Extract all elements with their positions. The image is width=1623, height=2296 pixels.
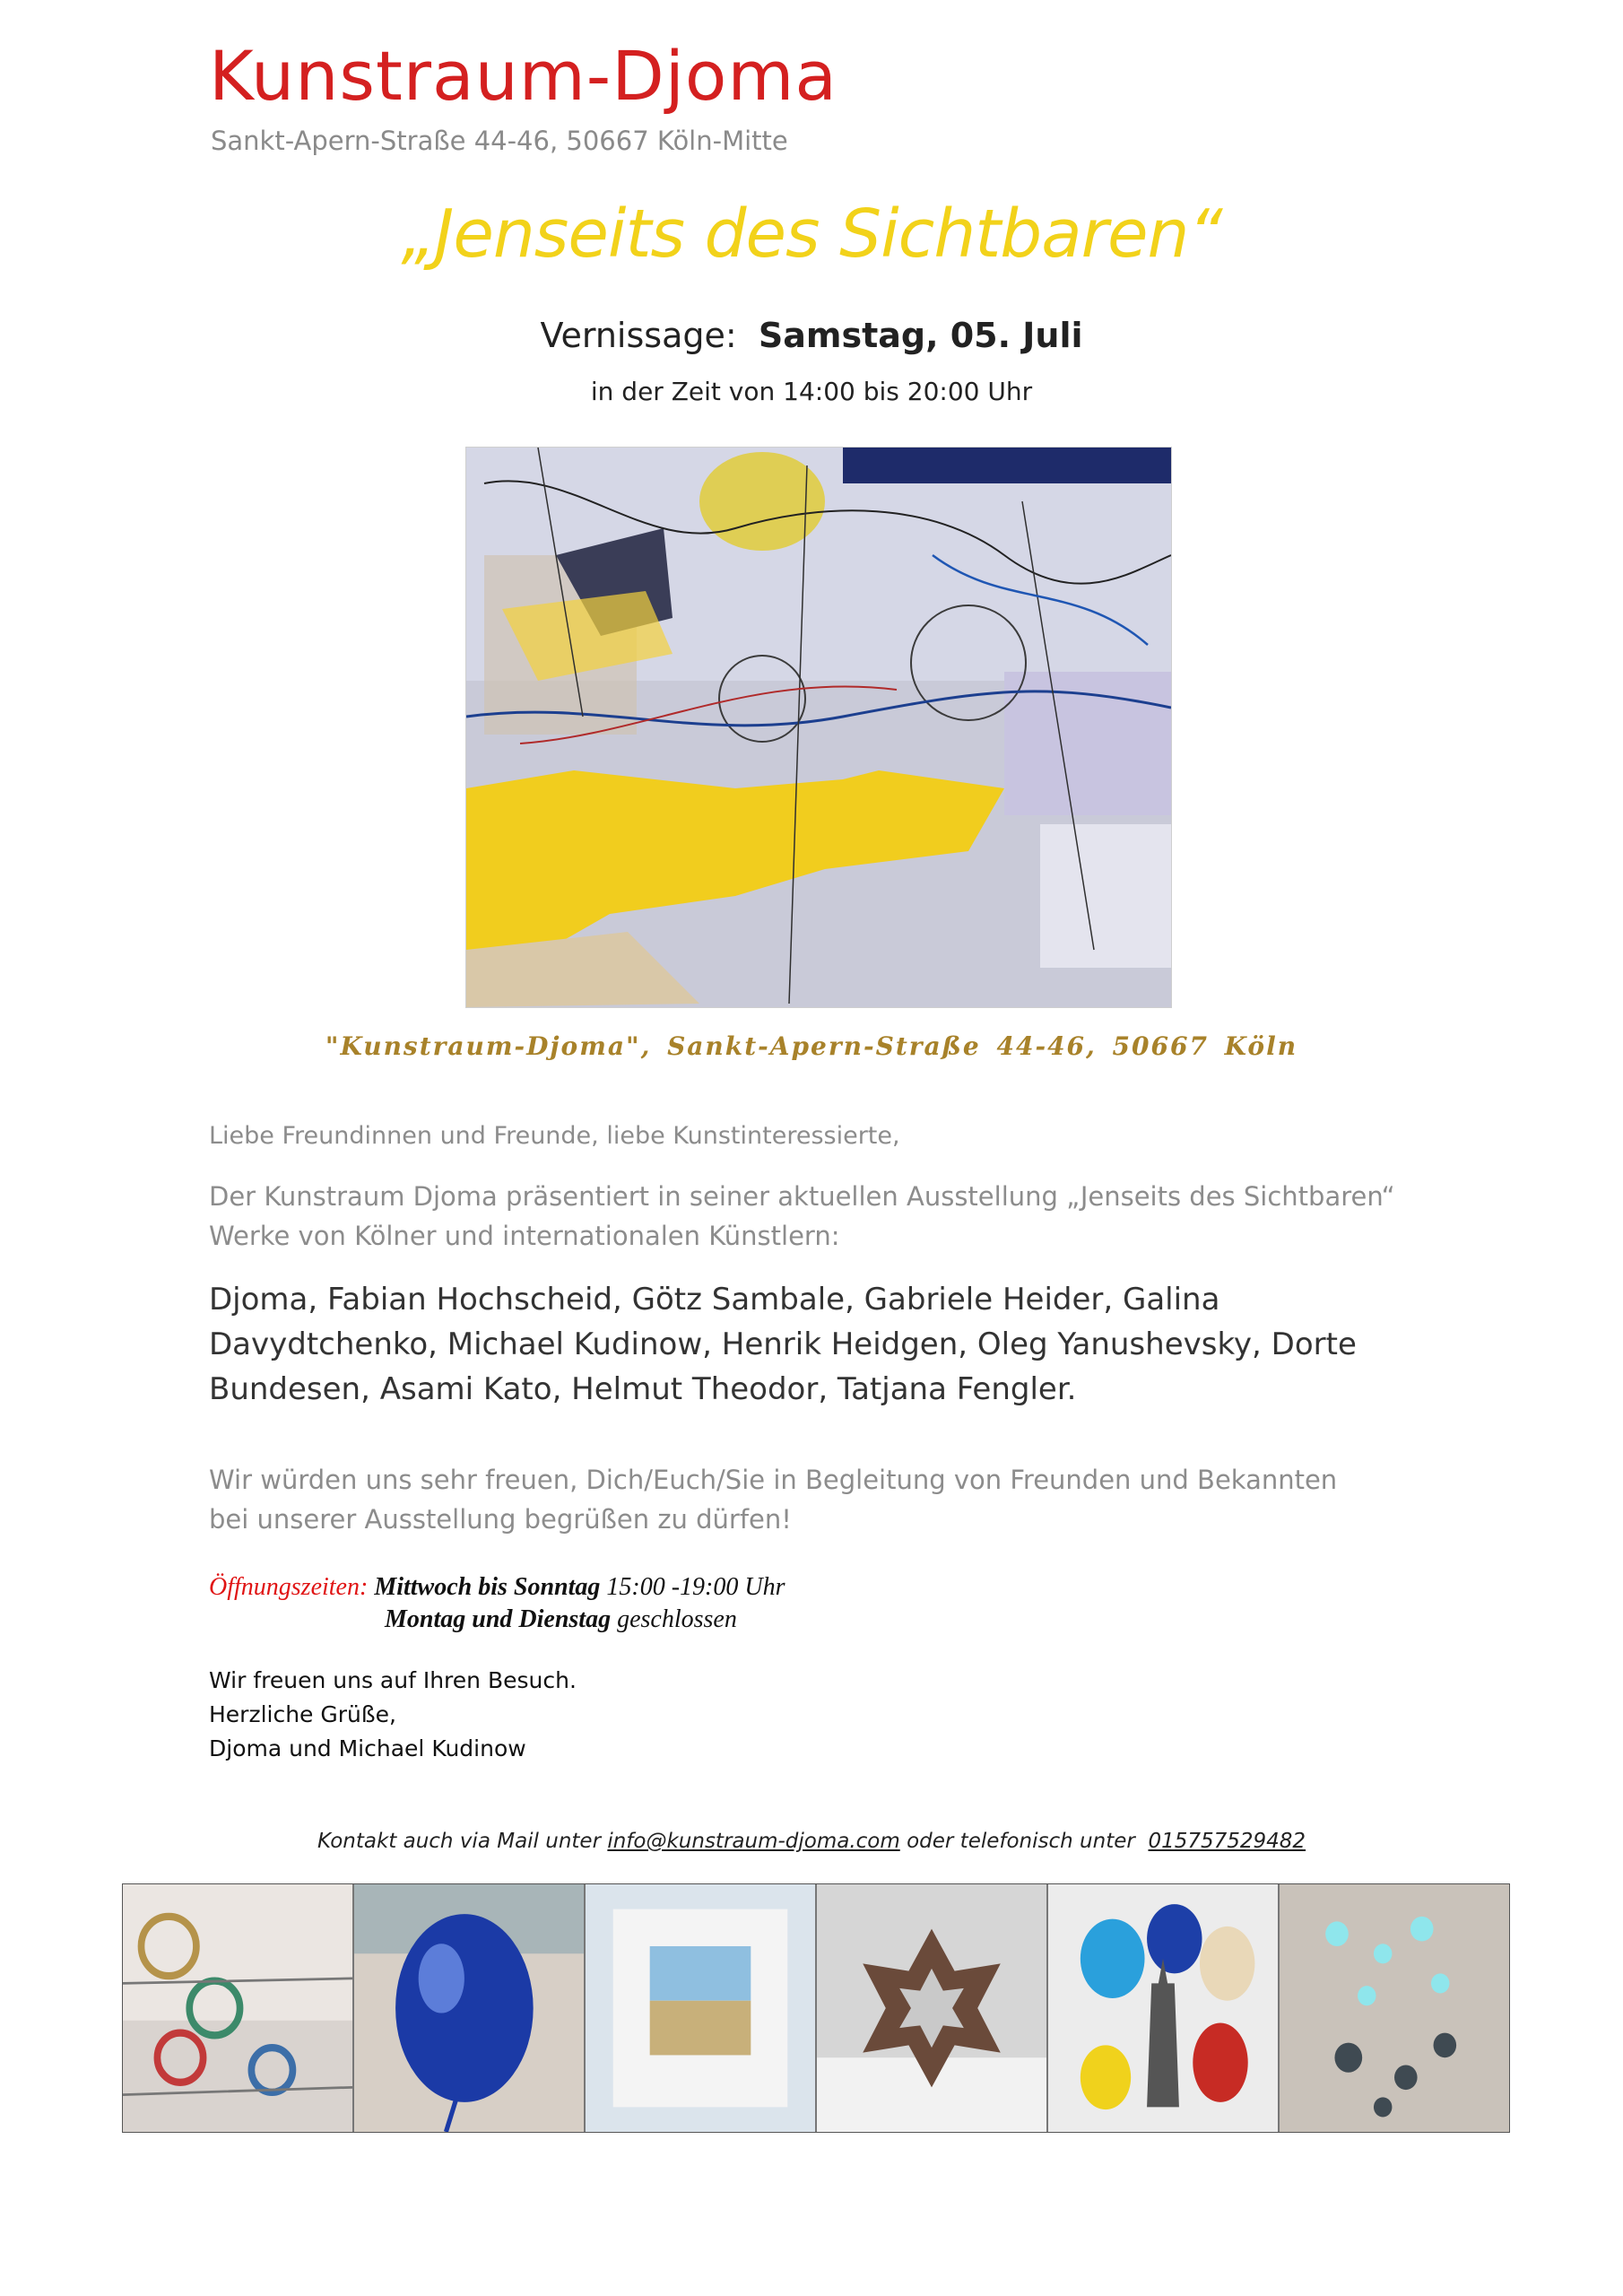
artwork-thumbnail-5	[1048, 1884, 1280, 2132]
opening-days-1: Mittwoch bis Sonntag	[374, 1573, 601, 1601]
artwork-thumbnail-4	[817, 1884, 1048, 2132]
contact-middle: oder telefonisch unter	[907, 1830, 1135, 1853]
artist-list: Djoma, Fabian Hochscheid, Götz Sambale, Gabriele Heider, Galina Davydtchenko, Michael Kudinow, Henrik Heidgen, Oleg Yanushevsky, Dorte Bundesen, Asami Kato, Helmut Theodor, Tatjana Fengler.	[209, 1282, 1357, 1407]
opening-hours-row-1	[209, 1571, 785, 1604]
vernissage-date: Samstag, 05. Juli	[758, 316, 1083, 355]
artwork-strip	[122, 1883, 1510, 2133]
opening-hours-row-2	[209, 1604, 785, 1636]
closing-line-3: Djoma und Michael Kudinow	[209, 1735, 526, 1761]
contact-prefix: Kontakt auch via Mail unter	[317, 1830, 602, 1853]
artwork-thumbnail-6	[1280, 1884, 1509, 2132]
closing-line-1: Wir freuen uns auf Ihren Besuch.	[209, 1667, 577, 1693]
featured-painting	[465, 447, 1172, 1008]
vernissage-label: Vernissage:	[540, 316, 737, 355]
opening-time-1: 15:00 -19:00 Uhr	[606, 1573, 785, 1601]
gallery-address: Sankt-Apern-Straße 44-46, 50667 Köln-Mitte	[211, 126, 788, 156]
artwork-thumbnail-1	[123, 1884, 354, 2132]
painting-caption: "Kunstraum-Djoma", Sankt-Apern-Straße 44-46, 50667 Köln	[325, 1031, 1298, 1061]
vernissage-time: in der Zeit von 14:00 bis 20:00 Uhr	[590, 377, 1033, 406]
vernissage-line	[0, 316, 1623, 355]
contact-phone-link[interactable]: 015757529482	[1148, 1830, 1306, 1853]
opening-hours	[209, 1571, 785, 1636]
contact-email-link[interactable]: info@kunstraum-djoma.com	[607, 1830, 900, 1853]
artwork-thumbnail-2	[354, 1884, 586, 2132]
closing-line-2: Herzliche Grüße,	[209, 1701, 396, 1727]
opening-days-2: Montag und Dienstag	[385, 1605, 612, 1633]
greeting: Liebe Freundinnen und Freunde, liebe Kunstinteressierte,	[209, 1122, 900, 1150]
contact-line	[0, 1830, 1623, 1853]
intro-paragraph: Der Kunstraum Djoma präsentiert in seiner aktuellen Ausstellung „Jenseits des Sichtbaren“ Werke von Kölner und internationalen Künstlern:	[209, 1181, 1395, 1251]
invitation-paragraph: Wir würden uns sehr freuen, Dich/Euch/Sie in Begleitung von Freunden und Bekannten bei unserer Ausstellung begrüßen zu dürfen!	[209, 1465, 1338, 1535]
brand-title: Kunstraum-Djoma	[209, 36, 838, 116]
opening-hours-label: Öffnungszeiten:	[209, 1573, 369, 1601]
opening-status-2: geschlossen	[617, 1605, 737, 1633]
exhibition-title: „Jenseits des Sichtbaren“	[401, 196, 1222, 273]
artwork-thumbnail-3	[586, 1884, 817, 2132]
closing-block	[209, 1664, 577, 1766]
